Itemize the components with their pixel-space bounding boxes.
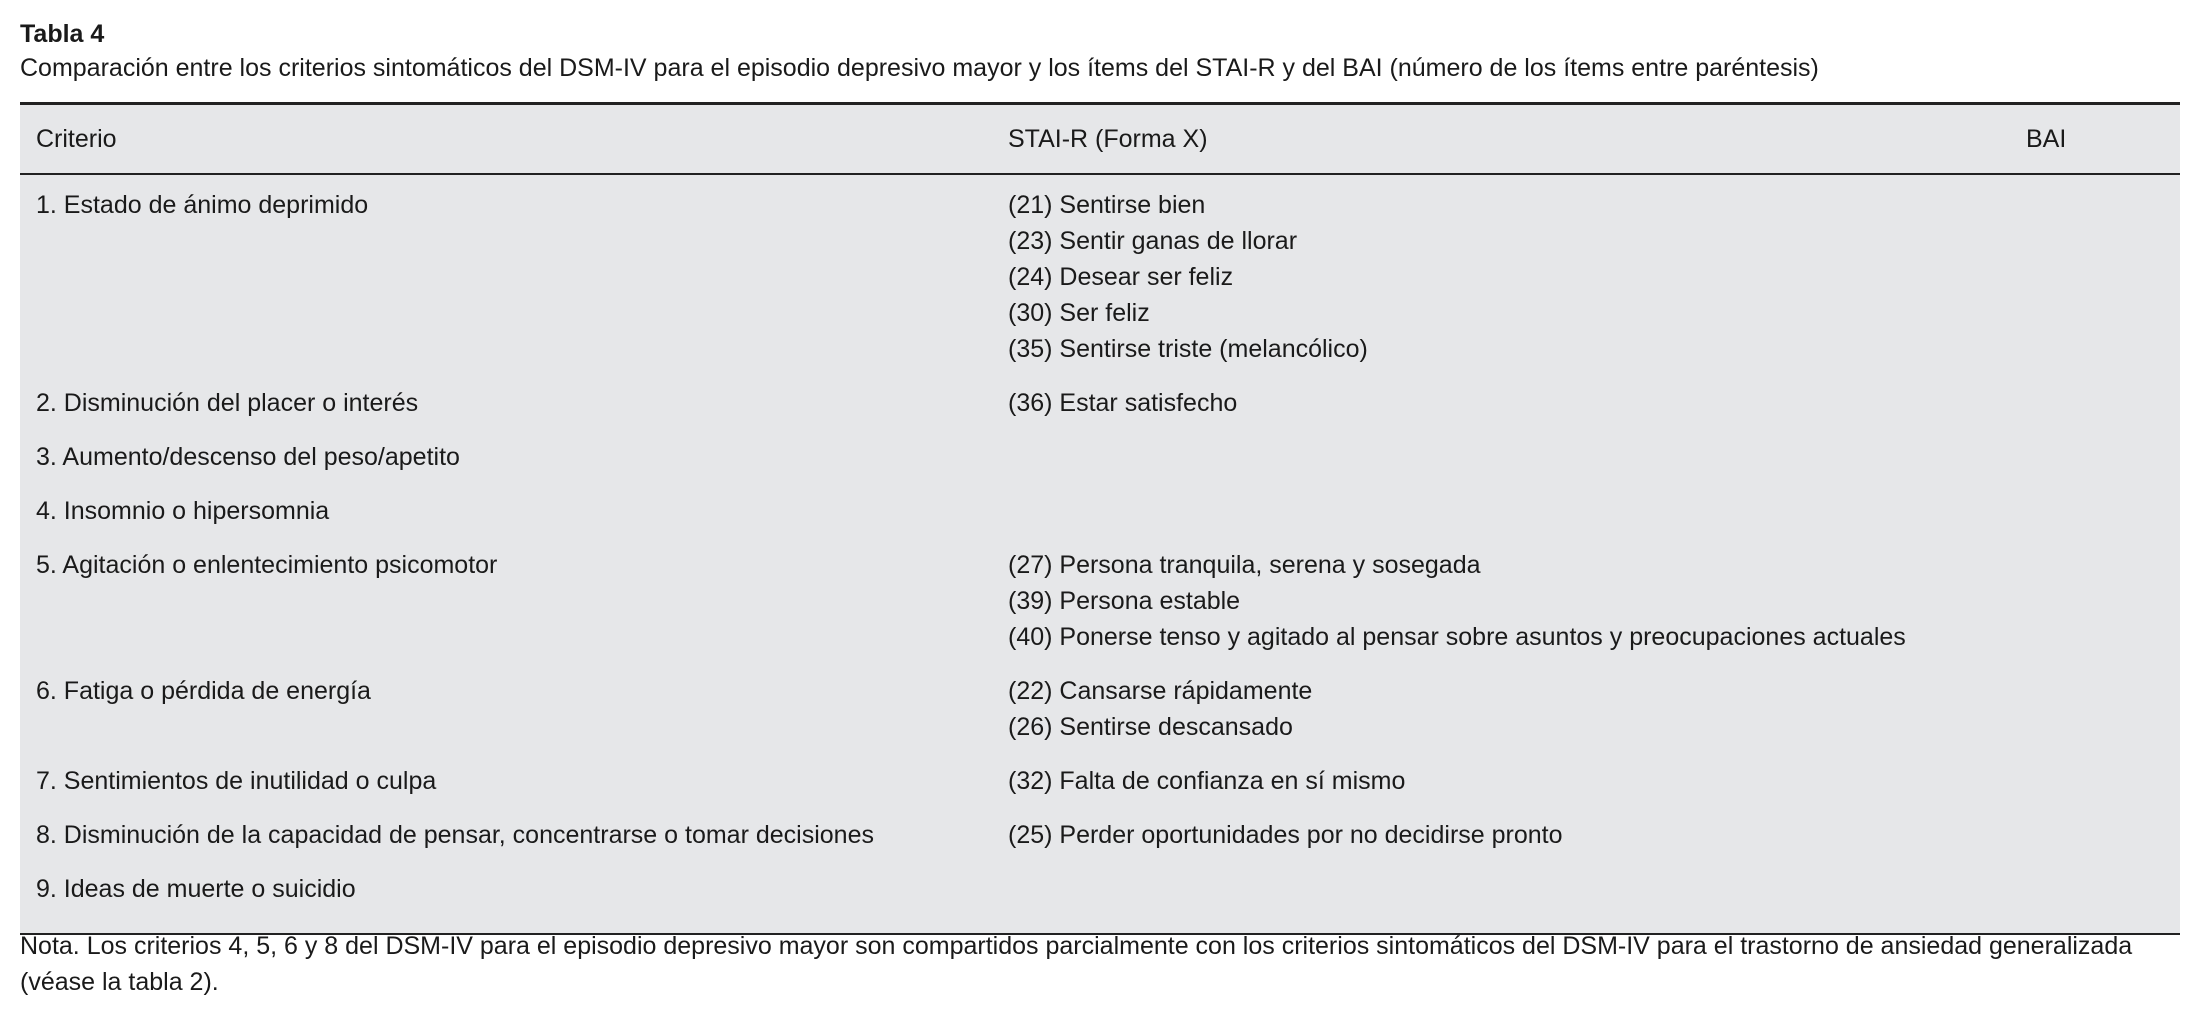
stai-item: (30) Ser feliz bbox=[1008, 299, 1150, 327]
table-row bbox=[20, 547, 2180, 673]
stai-cell bbox=[1008, 385, 2180, 421]
stai-item: (39) Persona estable bbox=[1008, 587, 1241, 615]
stai-item: (36) Estar satisfecho bbox=[1008, 389, 1238, 417]
stai-cell bbox=[1008, 763, 2180, 799]
table-row bbox=[20, 385, 2180, 439]
table-note: Nota. Los criterios 4, 5, 6 y 8 del DSM-IV para el episodio depresivo mayor son compartidos parcialmente con los criterios sintomáticos del DSM-IV para el trastorno de ansiedad generalizada (véase la tabla 2). bbox=[20, 932, 2133, 996]
comparison-table bbox=[20, 102, 2180, 935]
criterio-cell: 3. Aumento/descenso del peso/apetito bbox=[36, 443, 460, 471]
stai-cell bbox=[1008, 439, 2180, 475]
table-row bbox=[20, 493, 2180, 547]
table-row bbox=[20, 439, 2180, 493]
criterio-cell: 7. Sentimientos de inutilidad o culpa bbox=[36, 767, 437, 795]
table-row bbox=[20, 817, 2180, 871]
criterio-cell: 4. Insomnio o hipersomnia bbox=[36, 497, 330, 525]
criterio-cell: 1. Estado de ánimo deprimido bbox=[36, 191, 369, 219]
stai-cell bbox=[1008, 547, 2180, 655]
stai-cell bbox=[1008, 673, 2180, 745]
stai-item: (24) Desear ser feliz bbox=[1008, 263, 1234, 291]
table-caption: Comparación entre los criterios sintomáticos del DSM-IV para el episodio depresivo mayor y los ítems del STAI-R y del BAI (número de los ítems entre paréntesis) bbox=[20, 54, 1819, 82]
table-body bbox=[20, 175, 2180, 933]
stai-item: (32) Falta de confianza en sí mismo bbox=[1008, 767, 1406, 795]
stai-item: (21) Sentirse bien bbox=[1008, 191, 1206, 219]
criterio-cell: 9. Ideas de muerte o suicidio bbox=[36, 875, 356, 903]
stai-cell bbox=[1008, 493, 2180, 529]
criterio-cell: 6. Fatiga o pérdida de energía bbox=[36, 677, 371, 705]
stai-cell bbox=[1008, 817, 2180, 853]
header-bai: BAI bbox=[2026, 125, 2067, 153]
header-criterio: Criterio bbox=[36, 125, 117, 153]
table-title: Tabla 4 bbox=[20, 20, 105, 48]
stai-item: (26) Sentirse descansado bbox=[1008, 713, 1293, 741]
stai-item: (25) Perder oportunidades por no decidirse pronto bbox=[1008, 821, 1563, 849]
stai-cell bbox=[1008, 871, 2180, 907]
table-row bbox=[20, 187, 2180, 385]
stai-item: (22) Cansarse rápidamente bbox=[1008, 677, 1313, 705]
criterio-cell: 8. Disminución de la capacidad de pensar, concentrarse o tomar decisiones bbox=[36, 821, 874, 849]
stai-item: (35) Sentirse triste (melancólico) bbox=[1008, 335, 1368, 363]
header-stai: STAI-R (Forma X) bbox=[1008, 125, 1208, 153]
table-row bbox=[20, 763, 2180, 817]
stai-item: (27) Persona tranquila, serena y sosegada bbox=[1008, 551, 1481, 579]
stai-item: (40) Ponerse tenso y agitado al pensar sobre asuntos y preocupaciones actuales bbox=[1008, 623, 1906, 651]
criterio-cell: 2. Disminución del placer o interés bbox=[36, 389, 419, 417]
table-row bbox=[20, 673, 2180, 763]
table-header bbox=[20, 105, 2180, 175]
table-row bbox=[20, 871, 2180, 925]
criterio-cell: 5. Agitación o enlentecimiento psicomotor bbox=[36, 551, 498, 579]
stai-cell bbox=[1008, 187, 2180, 367]
stai-item: (23) Sentir ganas de llorar bbox=[1008, 227, 1298, 255]
